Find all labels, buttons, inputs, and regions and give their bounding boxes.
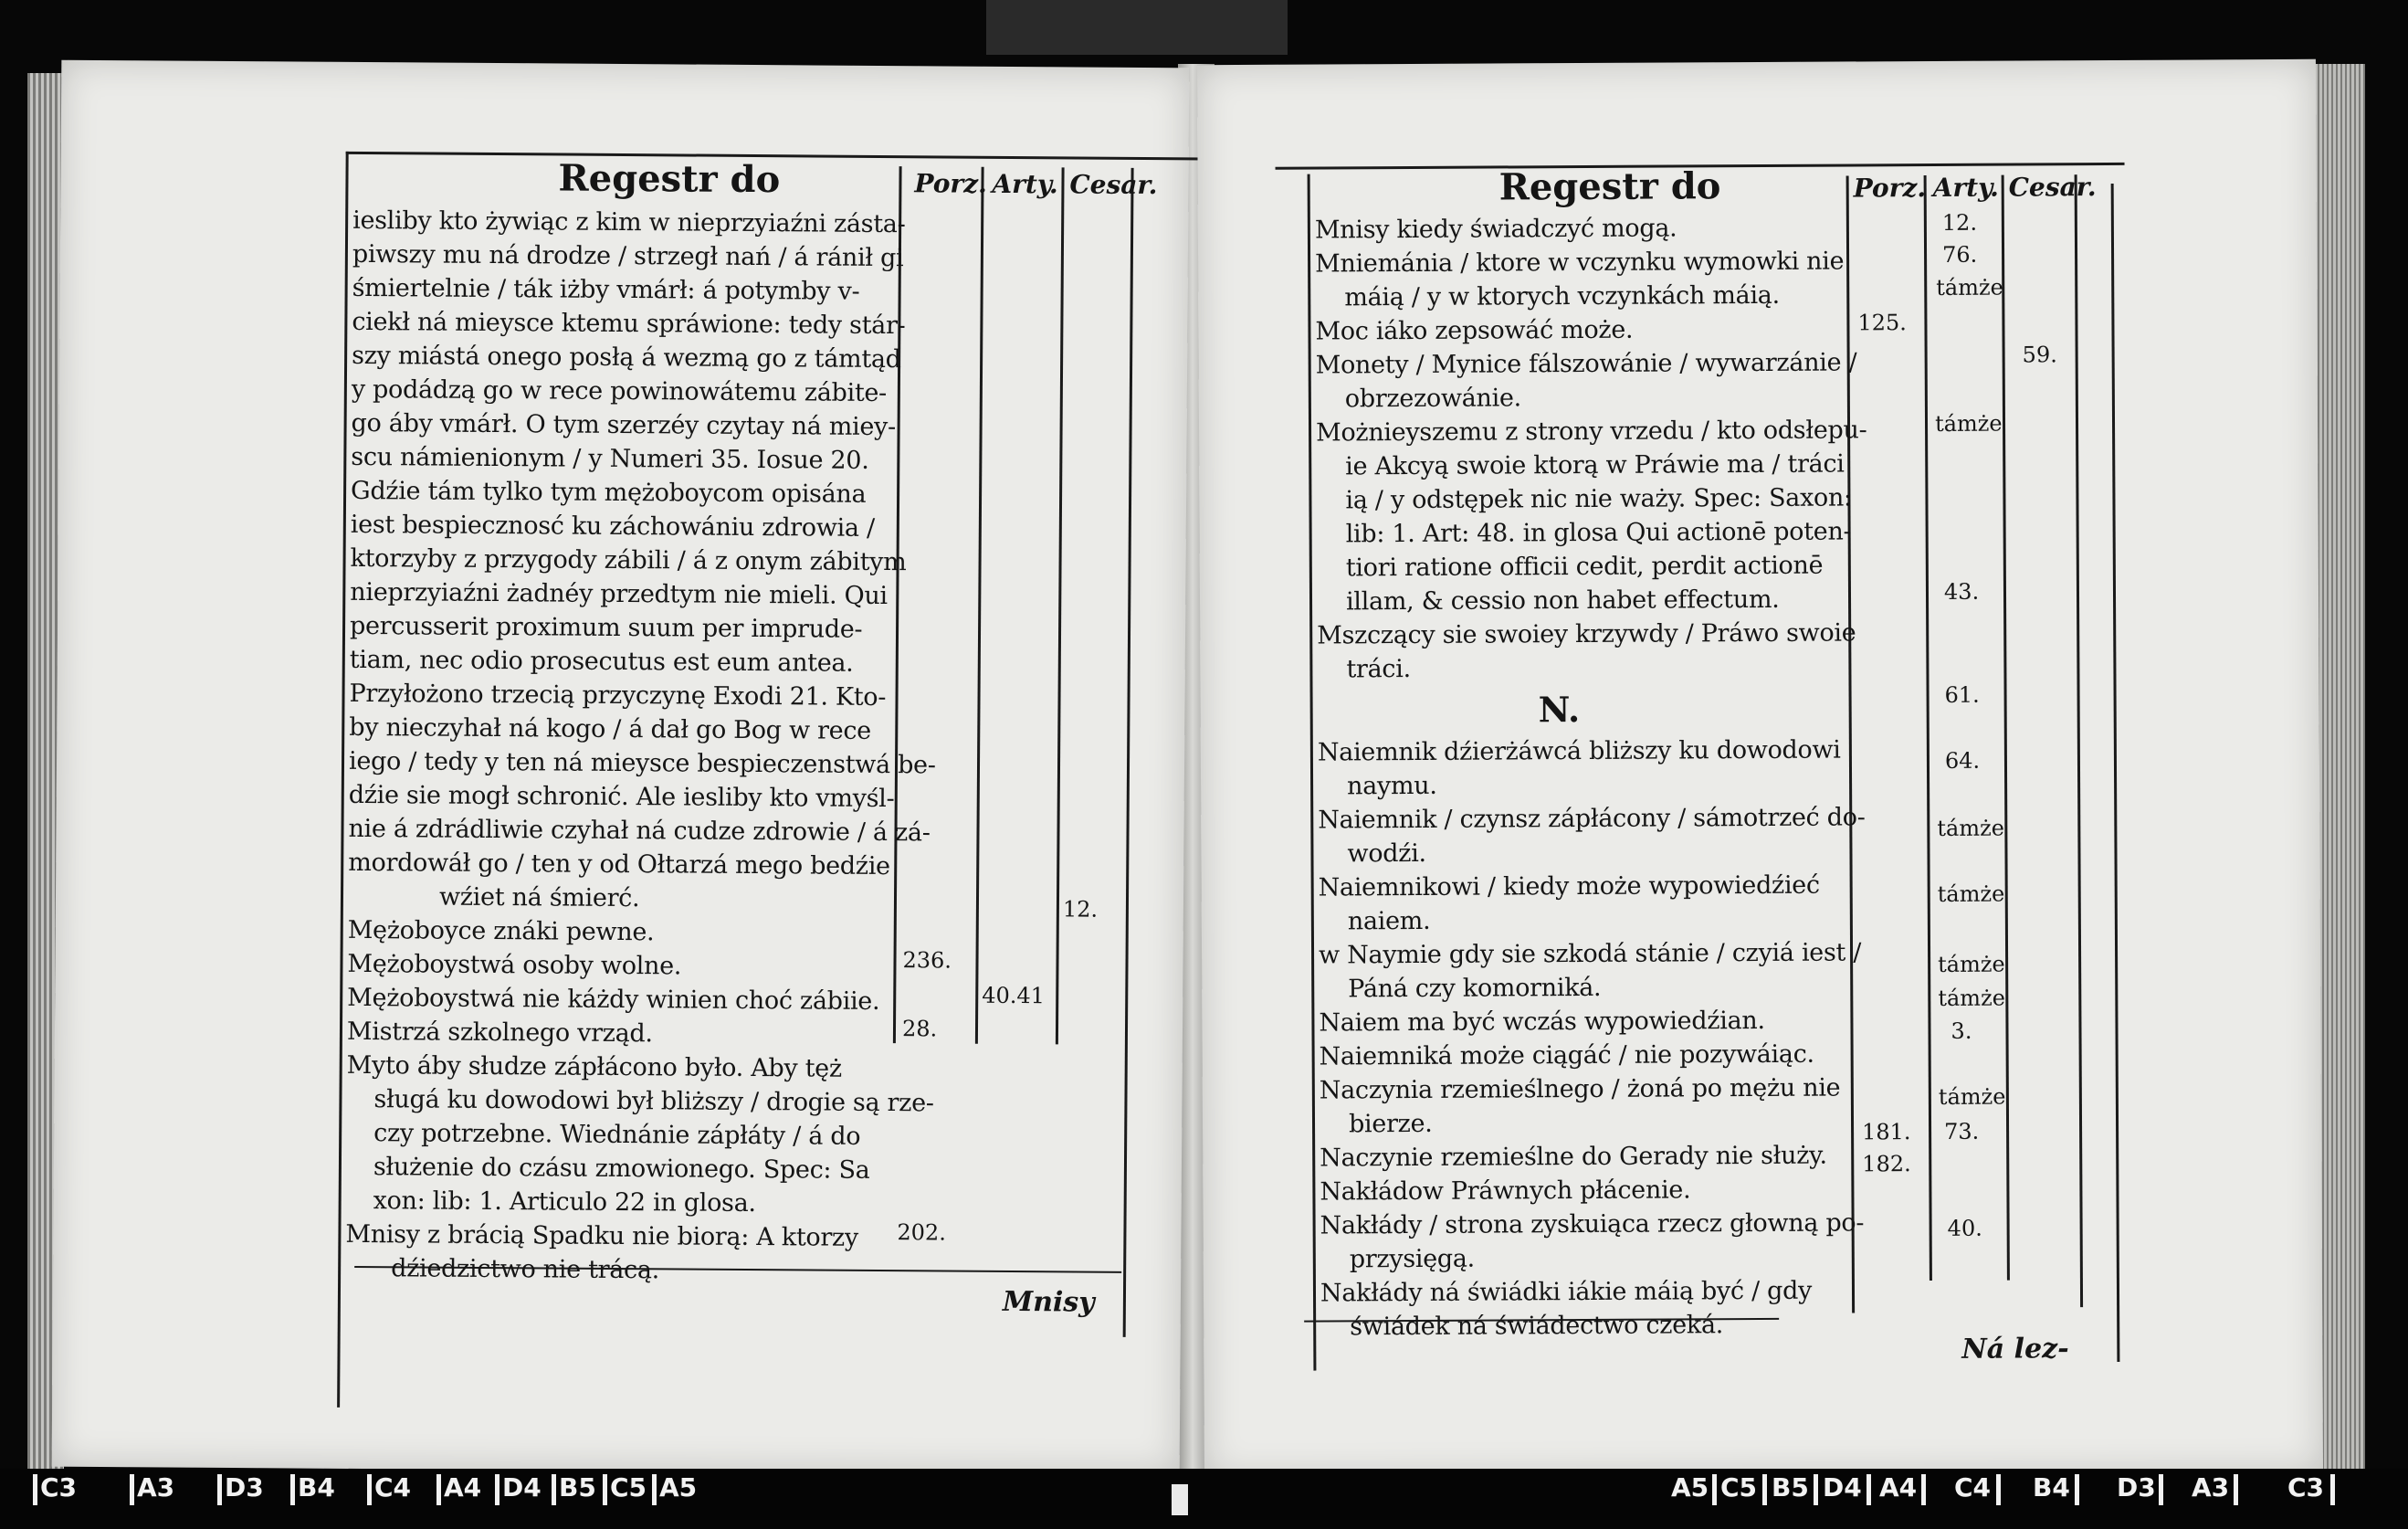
arty-reference: 40. bbox=[1947, 1215, 1982, 1241]
tab-label: C3 bbox=[2287, 1472, 2325, 1503]
index-line: śmiertelnie / ták iżby vmárł: á potymby v- bbox=[352, 273, 860, 306]
index-line: iest bespiecznosć ku záchowániu zdrowia / bbox=[350, 510, 875, 543]
left-page bbox=[52, 60, 1190, 1475]
index-line: nieprzyiaźni żadnéy przedtym nie mieli. Qui bbox=[350, 577, 888, 611]
tab-divider bbox=[217, 1474, 222, 1505]
arty-reference: 61. bbox=[1944, 681, 1980, 708]
tab-divider bbox=[367, 1474, 372, 1505]
index-entry: Mężoboyce znáki pewne. bbox=[347, 915, 655, 947]
index-line: by nieczyhał ná kogo / á dał go Bog w rece bbox=[349, 712, 871, 745]
index-entry: Naiem ma być wczás wypowiedźian. bbox=[1319, 1006, 1765, 1038]
index-line: go áby vmárł. O tym szerzéy czytay ná miey- bbox=[351, 408, 896, 442]
index-entry: Naczynia rzemieślnego / żoná po mężu nie bbox=[1319, 1073, 1841, 1105]
tab-label: D4 bbox=[502, 1472, 542, 1503]
tab-divider bbox=[552, 1474, 556, 1505]
arty-reference: támże bbox=[1936, 274, 2003, 301]
index-line: tráci. bbox=[1346, 655, 1411, 684]
frame-right-rule bbox=[2111, 184, 2120, 1362]
tab-divider bbox=[2234, 1474, 2238, 1505]
index-line: illam, & cessio non habet effectum. bbox=[1345, 585, 1780, 617]
index-line: obrzezowánie. bbox=[1344, 384, 1521, 414]
porz-reference: 125. bbox=[1857, 310, 1907, 336]
column-header-porz: Porz. bbox=[914, 168, 987, 199]
index-entry: Mnisy z brácią Spadku nie biorą: A ktorzy bbox=[345, 1219, 858, 1252]
column-rule bbox=[1924, 175, 1932, 1281]
index-entry: Mnisy kiedy świadczyć mogą. bbox=[1314, 214, 1677, 245]
index-entry: Nakłády ná świádki iákie máią być / gdy bbox=[1320, 1276, 1813, 1308]
tab-divider bbox=[130, 1474, 134, 1505]
index-line: máią / y w ktorych vczynkách máią. bbox=[1344, 280, 1780, 312]
tab-label: A5 bbox=[1671, 1472, 1709, 1503]
column-rule bbox=[1123, 168, 1134, 1337]
column-header-cesar: Cesar. bbox=[2008, 172, 2097, 203]
arty-reference: támże bbox=[1937, 815, 2004, 841]
catchword: Mnisy bbox=[1002, 1285, 1095, 1319]
index-line: świádek ná świádectwo czeká. bbox=[1350, 1311, 1724, 1342]
arty-reference: támże bbox=[1934, 410, 2003, 437]
tab-label: C3 bbox=[40, 1472, 78, 1503]
index-line: czy potrzebne. Wiednánie zápłáty / á do bbox=[373, 1119, 861, 1151]
index-line: nie á zdrádliwie czyhał ná cudze zdrowie / á zá- bbox=[348, 814, 931, 848]
index-line: ktorzyby z przygody zábili / á z onym zábitym bbox=[350, 543, 907, 577]
tab-label: D3 bbox=[225, 1472, 264, 1503]
index-entry: Naiemnik / czynsz zápłácony / sámotrzeć do- bbox=[1318, 803, 1866, 835]
tab-divider bbox=[436, 1474, 441, 1505]
index-entry: Myto áby słudze zápłácono było. Aby tęż bbox=[346, 1050, 842, 1083]
arty-reference: 76. bbox=[1941, 241, 1978, 268]
index-line: y podádzą go w rece powinowátemu zábite- bbox=[351, 374, 888, 408]
arty-reference: 3. bbox=[1951, 1018, 1972, 1044]
tab-label: B5 bbox=[559, 1472, 596, 1503]
column-header-porz: Porz. bbox=[1853, 173, 1927, 204]
tab-label: D3 bbox=[2117, 1472, 2156, 1503]
index-entry: Mistrzá szkolnego vrząd. bbox=[346, 1017, 653, 1049]
index-line: piwszy mu ná drodze / strzegł nań / á ránił gi bbox=[352, 239, 904, 273]
index-line: dźiedzictwo nie trácą. bbox=[391, 1254, 660, 1285]
index-entry: Mężoboystwá osoby wolne. bbox=[347, 949, 682, 981]
index-line: wodźi. bbox=[1347, 838, 1426, 869]
column-header-cesar: Cesar. bbox=[1069, 169, 1158, 201]
tab-divider bbox=[603, 1474, 607, 1505]
index-line: Páná czy komorniká. bbox=[1348, 973, 1602, 1004]
column-rule bbox=[975, 167, 984, 1044]
catchword: Ná lez- bbox=[1961, 1333, 2069, 1366]
index-line: tiori ratione officii cedit, perdit actionē bbox=[1345, 551, 1824, 583]
arty-reference: 43. bbox=[1943, 578, 1980, 605]
column-rule bbox=[2075, 174, 2083, 1307]
index-entry: Mężoboystwá nie káżdy winien choć zábiie. bbox=[347, 983, 880, 1016]
section-letter: N. bbox=[1538, 689, 1581, 731]
tab-label: A4 bbox=[444, 1472, 482, 1503]
index-line: mordowáł go / ten y od Ołtarzá mego bedźie bbox=[348, 848, 890, 881]
column-header-arty: Arty. bbox=[992, 168, 1058, 200]
tab-label: B4 bbox=[298, 1472, 335, 1503]
tab-divider bbox=[1921, 1474, 1926, 1505]
index-line: ią / y odstępek nic nie waży. Spec: Saxon: bbox=[1345, 483, 1852, 515]
index-entry: Nakłádow Práwnych płácenie. bbox=[1320, 1176, 1691, 1207]
index-entry: Możnieyszemu z strony vrzedu / kto odsłepu- bbox=[1315, 416, 1867, 448]
porz-reference: 202. bbox=[897, 1219, 946, 1246]
index-line: tiam, nec odio prosecutus est eum antea. bbox=[349, 645, 854, 678]
index-line: przysięgą. bbox=[1349, 1244, 1475, 1274]
cesar-reference: 12. bbox=[1062, 896, 1099, 923]
tab-label: C4 bbox=[1954, 1472, 1992, 1503]
scanner-background bbox=[986, 0, 1288, 55]
index-line: ciekł ná mieysce ktemu spráwione: tedy stár- bbox=[352, 307, 906, 341]
index-entry: Moc iáko zepsowáć może. bbox=[1315, 315, 1634, 346]
porz-reference: 236. bbox=[902, 947, 952, 974]
tab-divider bbox=[495, 1474, 499, 1505]
tab-label: C5 bbox=[610, 1472, 647, 1503]
index-line: sługá ku dowodowi był bliższy / drogie są rze- bbox=[373, 1085, 934, 1118]
arty-reference: 73. bbox=[1944, 1118, 1980, 1144]
tab-divider bbox=[1712, 1474, 1717, 1505]
arty-reference: 64. bbox=[1944, 747, 1981, 774]
index-entry: Naiemniká może ciągáć / nie pozywáiąc. bbox=[1319, 1039, 1814, 1071]
index-line: służenie do czásu zmowionego. Spec: Sa bbox=[373, 1153, 870, 1185]
page-title: Regestr do bbox=[558, 156, 781, 202]
index-entry: Nakłády / strona zyskuiąca rzecz głowną po- bbox=[1320, 1208, 1865, 1240]
index-line: Gdźie tám tylko tym mężoboycom opisána bbox=[350, 476, 867, 509]
index-line: ie Akcyą swoie ktorą w Práwie ma / tráci bbox=[1345, 449, 1845, 481]
tab-divider bbox=[2075, 1474, 2079, 1505]
tab-label: A4 bbox=[1879, 1472, 1918, 1503]
arty-reference: támże bbox=[1937, 880, 2005, 907]
tab-label: A3 bbox=[2192, 1472, 2230, 1503]
arty-reference: 40.41 bbox=[982, 982, 1046, 1009]
tab-label: B5 bbox=[1772, 1472, 1809, 1503]
arty-reference: támże bbox=[1938, 951, 2005, 977]
index-line: iesliby kto żywiąc z kim w nieprzyiaźni zásta- bbox=[352, 206, 906, 239]
index-line: lib: 1. Art: 48. in glosa Qui actionē poten- bbox=[1345, 517, 1852, 549]
index-entry: Naiemnikowi / kiedy może wypowiedźieć bbox=[1318, 870, 1820, 902]
tab-divider bbox=[290, 1474, 295, 1505]
column-rule bbox=[893, 166, 902, 1043]
tab-label: D4 bbox=[1823, 1472, 1862, 1503]
cesar-reference: 59. bbox=[2022, 342, 2057, 368]
porz-reference: 181. bbox=[1862, 1119, 1911, 1145]
tab-label: C4 bbox=[374, 1472, 412, 1503]
tab-divider bbox=[1762, 1474, 1767, 1505]
index-entry: Monety / Mynice fálszowánie / wywarzánie / bbox=[1315, 348, 1857, 380]
tab-divider bbox=[2330, 1474, 2335, 1505]
arty-reference: 12. bbox=[1941, 209, 1978, 236]
index-entry: Mszczący sie swoiey krzywdy / Práwo swoie bbox=[1317, 618, 1856, 650]
index-entry: w Naymie gdy sie szkodá stánie / czyiá iest / bbox=[1318, 938, 1862, 970]
tab-label: C5 bbox=[1720, 1472, 1758, 1503]
index-entry: Mniemánia / ktore w vczynku wymowki nie bbox=[1315, 247, 1845, 279]
porz-reference: 28. bbox=[901, 1016, 938, 1042]
index-line: szy miástá onego posłą á wezmą go z támtąd bbox=[352, 341, 901, 374]
index-line: bierze. bbox=[1348, 1109, 1433, 1139]
tab-label: A5 bbox=[659, 1472, 698, 1503]
index-line: naymu. bbox=[1347, 771, 1437, 801]
column-header-arty: Arty. bbox=[1932, 172, 1999, 204]
index-line: Przyłożono trzecią przyczynę Exodi 21. Kto- bbox=[349, 679, 887, 712]
index-line: scu námienionym / y Numeri 35. Iosue 20. bbox=[351, 442, 869, 475]
column-rule bbox=[2002, 175, 2010, 1281]
arty-reference: támże bbox=[1938, 985, 2005, 1011]
tab-divider bbox=[33, 1474, 37, 1505]
page-title: Regestr do bbox=[1498, 164, 1721, 209]
tab-divider bbox=[652, 1474, 657, 1505]
index-line: naiem. bbox=[1347, 906, 1431, 936]
center-marker bbox=[1172, 1484, 1188, 1515]
index-entry: Naczynie rzemieślne do Gerady nie służy. bbox=[1320, 1141, 1827, 1173]
index-line: dźie sie mogł schronić. Ale iesliby kto vmyśl- bbox=[348, 780, 895, 814]
tab-label: A3 bbox=[137, 1472, 175, 1503]
arty-reference: támże bbox=[1938, 1083, 2006, 1110]
porz-reference: 182. bbox=[1862, 1151, 1911, 1177]
index-line: xon: lib: 1. Articulo 22 in glosa. bbox=[373, 1186, 756, 1218]
index-line: percusserit proximum suum per imprude- bbox=[349, 611, 863, 644]
index-line: iego / tedy y ten ná mieysce bespieczenstwá be- bbox=[348, 746, 936, 780]
tab-divider bbox=[1814, 1474, 1818, 1505]
index-entry: Naiemnik dźierżáwcá bliższy ku dowodowi bbox=[1317, 735, 1841, 767]
tab-divider bbox=[1996, 1474, 2001, 1505]
right-page bbox=[1197, 59, 2323, 1479]
index-line: wźiet ná śmierć. bbox=[438, 882, 640, 913]
tab-divider bbox=[2159, 1474, 2163, 1505]
tab-label: B4 bbox=[2033, 1472, 2070, 1503]
tab-divider bbox=[1866, 1474, 1871, 1505]
